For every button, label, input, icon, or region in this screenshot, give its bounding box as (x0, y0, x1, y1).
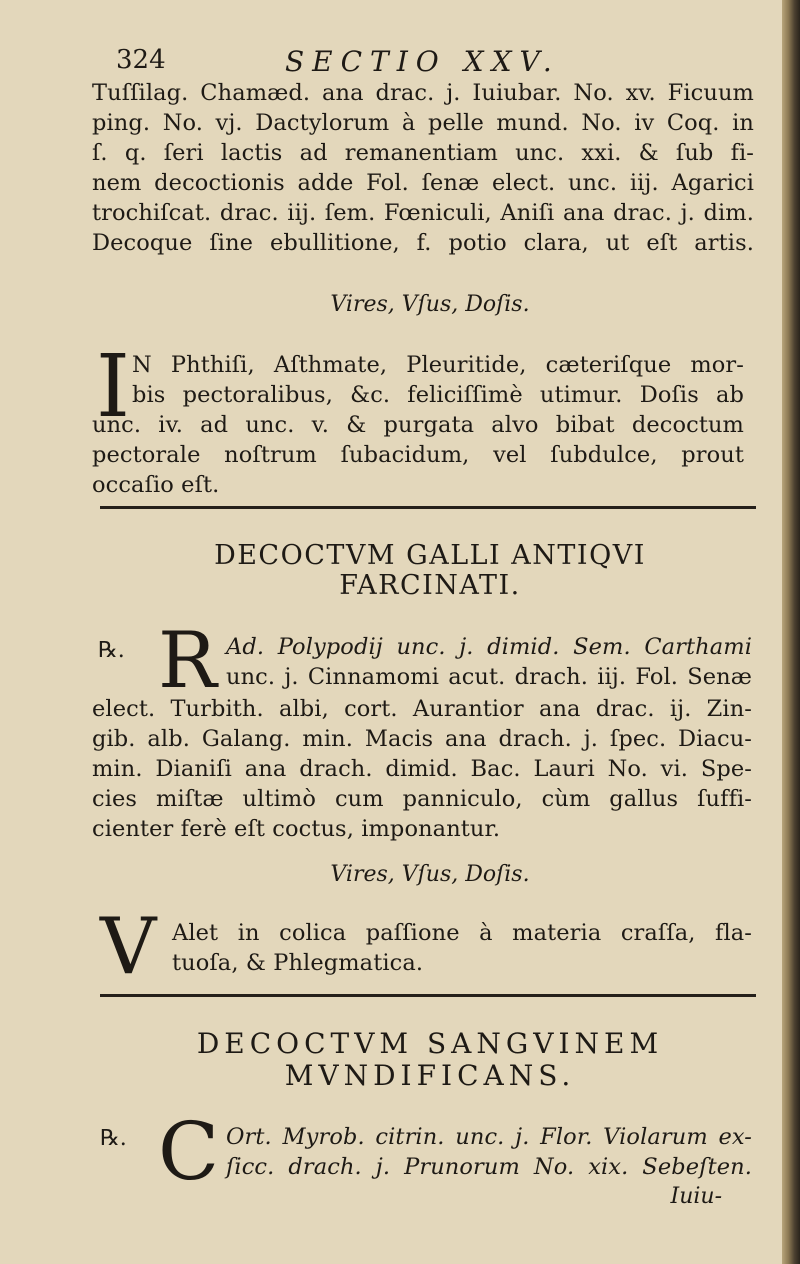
text-line: N Phthiſi, Aſthmate, Pleuritide, cæteriſque mor- (132, 352, 744, 378)
subheading: Vires, Vſus, Doſis. (330, 292, 530, 317)
drop-cap: I (96, 337, 130, 437)
text-line: Tuſſilag. Chamæd. ana drac. j. Iuiubar. No. xv. Ficuum (92, 80, 754, 106)
divider-rule (100, 506, 756, 509)
section2-paragraph (172, 918, 752, 978)
text-line: Ad. Polypodij unc. j. dimid. Sem. Carthami (226, 634, 752, 660)
text-line: trochiſcat. drac. iij. ſem. Fœniculi, Aniſi ana drac. j. dim. (92, 200, 754, 226)
text-line: cies miſtæ ultimò cum panniculo, cùm gallus ſuffi- (92, 786, 752, 812)
text-line: Ort. Myrob. citrin. unc. j. Flor. Violarum ex- (226, 1124, 752, 1150)
text-line: unc. iv. ad unc. v. & purgata alvo bibat decoctum (92, 412, 744, 438)
text-line: ping. No. vj. Dactylorum à pelle mund. No. iv Coq. in (92, 110, 754, 136)
text-line: elect. Turbith. albi, cort. Aurantior ana drac. ij. Zin- (92, 696, 752, 722)
text-line: pectorale noſtrum ſubacidum, vel ſubdulce, prout (92, 442, 744, 468)
section1-paragraph-cont2 (92, 410, 744, 500)
text-line: tuoſa, & Phlegmatica. (172, 950, 424, 976)
section-title: DECOCTVM GALLI ANTIQVI (214, 540, 646, 571)
text-line: Decoque ſine ebullitione, f. potio clara, ut eſt artis. (92, 230, 754, 256)
running-title: SECTIO XXV. (285, 45, 560, 78)
subheading: Vires, Vſus, Doſis. (330, 862, 530, 887)
section1-paragraph-cont (132, 380, 744, 410)
text-line: occaſio eſt. (92, 472, 220, 498)
section-title: FARCINATI. (339, 570, 521, 601)
text-line: gib. alb. Galang. min. Macis ana drach. j. ſpec. Diacu- (92, 726, 752, 752)
text-line: ſicc. drach. j. Prunorum No. xix. Sebeſten. (226, 1154, 752, 1180)
section1-text (92, 78, 754, 258)
text-line: Alet in colica paſſione à materia craſſa, fla- (172, 920, 752, 946)
recipe-text-cont (92, 694, 752, 844)
section-title: MVNDIFICANS. (284, 1059, 576, 1092)
section-title: DECOCTVM SANGVINEM (196, 1027, 664, 1060)
text-line: bis pectoralibus, &c. feliciſſimè utimur. Doſis ab (132, 382, 744, 408)
drop-cap: C (158, 1105, 220, 1198)
recipe-text (226, 632, 752, 692)
drop-cap: V (100, 902, 157, 992)
page-number: 324 (116, 45, 166, 75)
text-line: nem decoctionis adde Fol. ſenæ elect. unc. iij. Agarici (92, 170, 754, 196)
section1-paragraph (132, 350, 744, 380)
recipe-mark: ℞. (98, 638, 125, 663)
catchword: Iuiu- (670, 1184, 722, 1209)
text-line: min. Dianiſi ana drach. dimid. Bac. Lauri No. vi. Spe- (92, 756, 752, 782)
recipe-mark: ℞. (100, 1126, 127, 1151)
text-line: unc. j. Cinnamomi acut. drach. iij. Fol. Senæ (226, 664, 752, 690)
text-line: ſ. q. ſeri lactis ad remanentiam unc. xxi. & ſub fi- (92, 140, 754, 166)
book-spine-edge (782, 0, 800, 1264)
recipe-text (226, 1122, 752, 1182)
divider-rule (100, 994, 756, 997)
text-line: cienter ferè eſt coctus, imponantur. (92, 816, 501, 842)
drop-cap: R (158, 616, 217, 706)
